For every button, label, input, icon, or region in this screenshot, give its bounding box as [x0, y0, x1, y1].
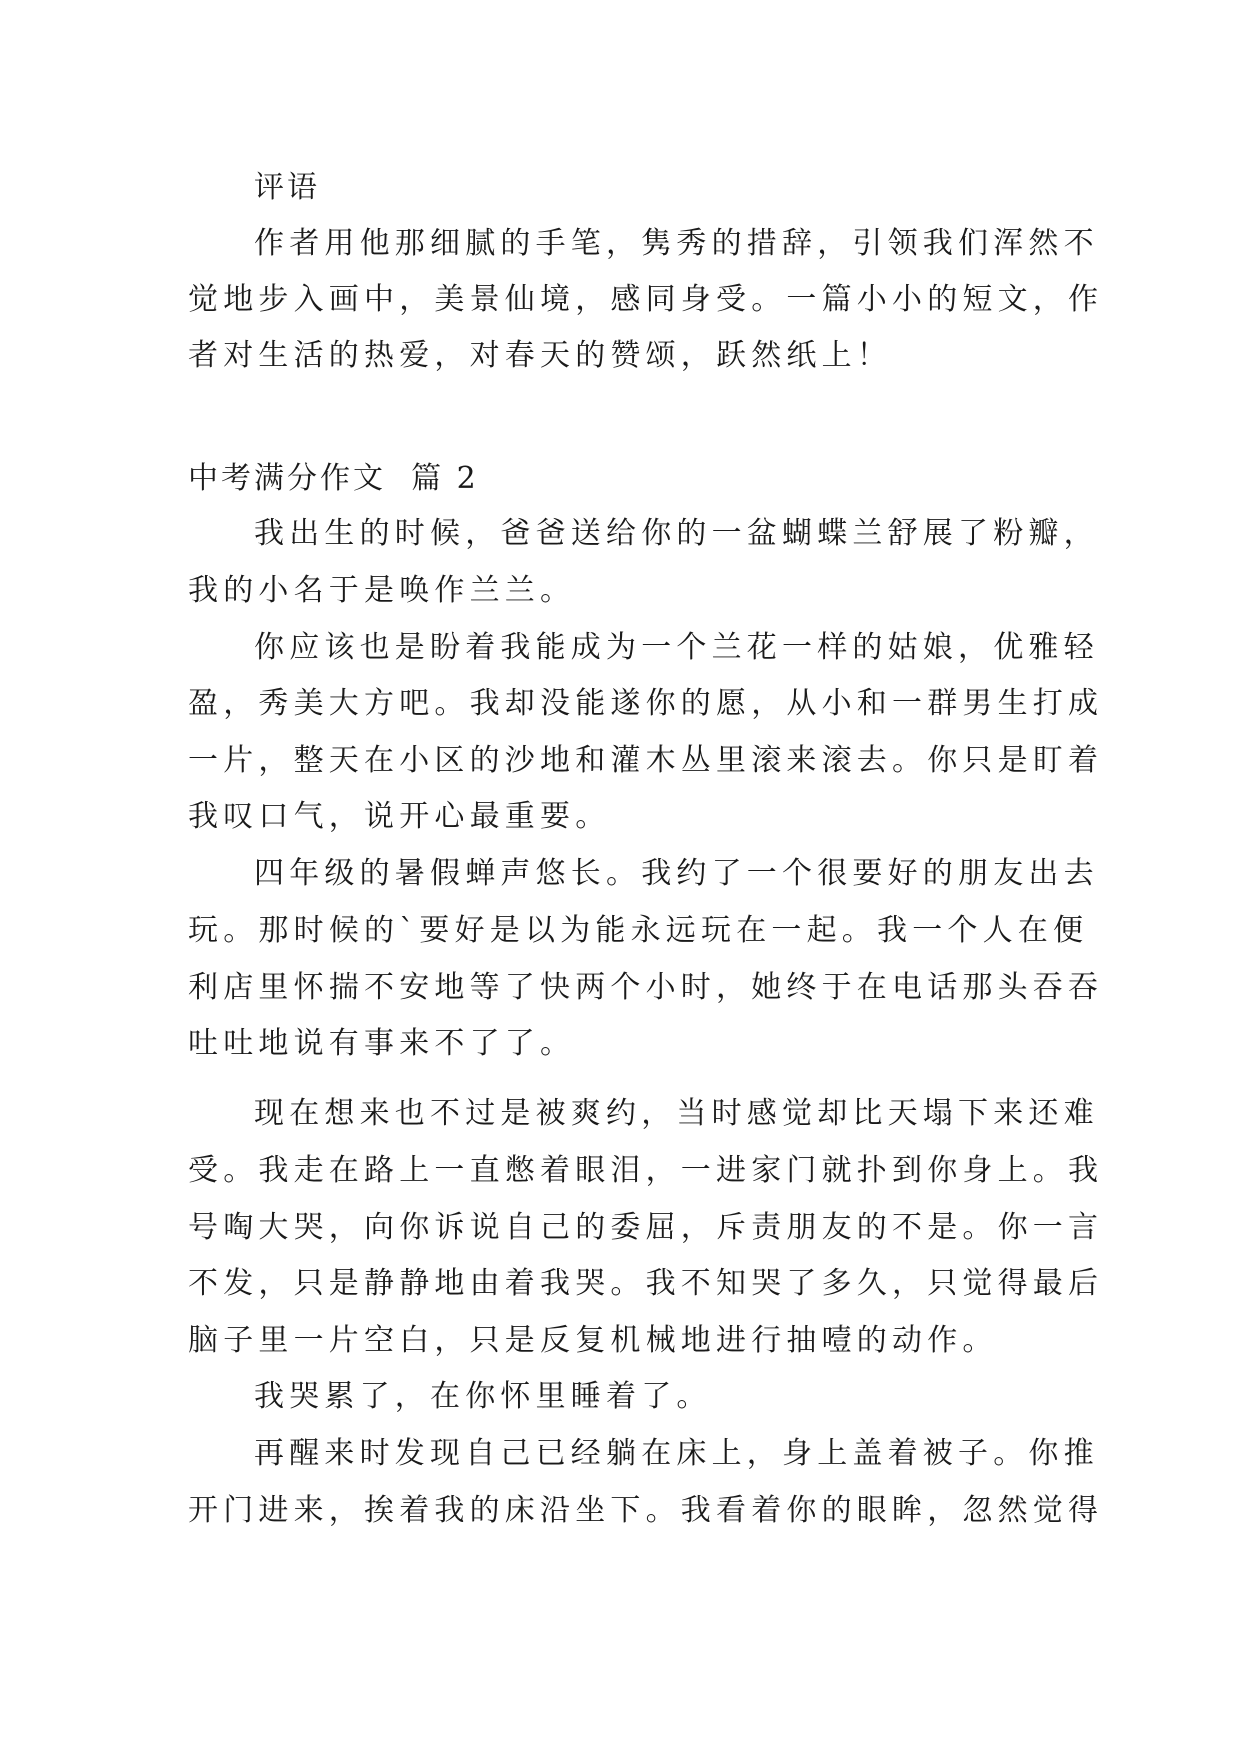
- essay-line: 你应该也是盼着我能成为一个兰花一样的姑娘，优雅轻: [254, 630, 1099, 665]
- essay-line: 一片，整天在小区的沙地和灌木丛里滚来滚去。你只是盯着: [188, 743, 1104, 778]
- review-line: 者对生活的热爱，对春天的赞颂，跃然纸上！: [188, 338, 892, 373]
- essay-line: 我哭累了，在你怀里睡着了。: [254, 1379, 712, 1414]
- essay-line: 我叹口气，说开心最重要。: [188, 799, 611, 834]
- essay-line: 盈，秀美大方吧。我却没能遂你的愿，从小和一群男生打成: [188, 686, 1104, 721]
- essay-heading: 中考满分作文 篇 2: [188, 461, 479, 496]
- essay-line: 吐吐地说有事来不了了。: [188, 1026, 576, 1061]
- essay-line: 号啕大哭，向你诉说自己的委屈，斥责朋友的不是。你一言: [188, 1210, 1104, 1245]
- essay-line: 玩。那时候的`要好是以为能永远玩在一起。我一个人在便: [188, 913, 1089, 948]
- essay-line: 我出生的时候，爸爸送给你的一盆蝴蝶兰舒展了粉瓣，: [254, 516, 1099, 551]
- review-line: 作者用他那细腻的手笔，隽秀的措辞，引领我们浑然不: [254, 226, 1099, 261]
- essay-line: 利店里怀揣不安地等了快两个小时，她终于在电话那头吞吞: [188, 970, 1104, 1005]
- review-heading: 评语: [254, 170, 320, 205]
- essay-line: 脑子里一片空白，只是反复机械地进行抽噎的动作。: [188, 1323, 998, 1358]
- essay-line: 受。我走在路上一直憋着眼泪，一进家门就扑到你身上。我: [188, 1153, 1104, 1188]
- review-line: 觉地步入画中，美景仙境，感同身受。一篇小小的短文，作: [188, 282, 1104, 317]
- essay-line: 不发，只是静静地由着我哭。我不知哭了多久，只觉得最后: [188, 1266, 1104, 1301]
- essay-line: 四年级的暑假蝉声悠长。我约了一个很要好的朋友出去: [254, 856, 1099, 891]
- essay-line: 现在想来也不过是被爽约，当时感觉却比天塌下来还难: [254, 1096, 1099, 1131]
- essay-line: 开门进来，挨着我的床沿坐下。我看着你的眼眸，忽然觉得: [188, 1493, 1104, 1528]
- essay-line: 再醒来时发现自己已经躺在床上，身上盖着被子。你推: [254, 1436, 1099, 1471]
- essay-line: 我的小名于是唤作兰兰。: [188, 573, 576, 608]
